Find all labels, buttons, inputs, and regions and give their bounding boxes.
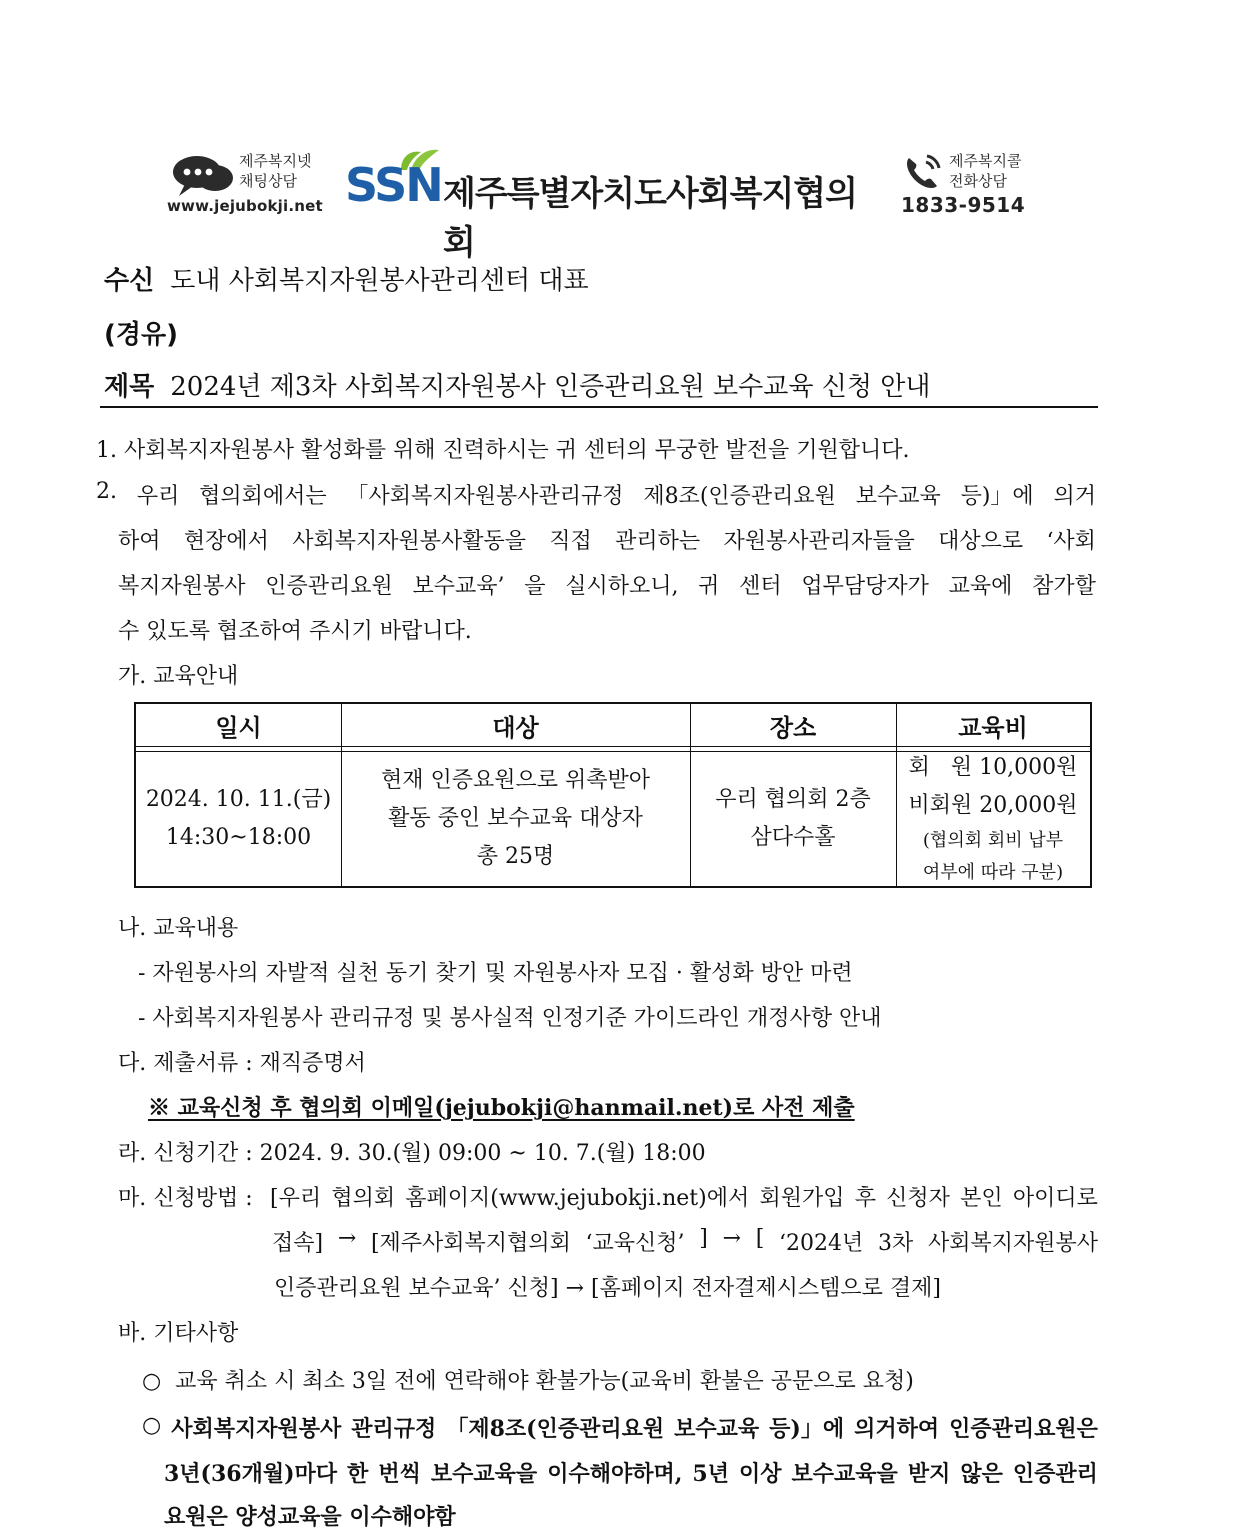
word: 「제8조(인증관리요원	[446, 1416, 665, 1442]
word: 회원가입	[759, 1186, 845, 1211]
table-cell-fee	[896, 752, 1090, 886]
word: 보수교육’	[412, 574, 505, 599]
table-cell-place	[690, 752, 896, 886]
word: 의거	[1053, 484, 1096, 509]
word: 자원봉사관리자들을	[723, 529, 915, 554]
via-label: (경유)	[104, 320, 178, 350]
content-item-1: - 자원봉사의 자발적 실천 동기 찾기 및 자원봉사자 모집 · 활성화 방안 마련	[138, 961, 853, 986]
word: 교육에	[948, 574, 1013, 599]
word: →	[337, 1226, 357, 1251]
word: 등)」에	[769, 1416, 845, 1442]
section-ga-heading: 가. 교육안내	[118, 664, 239, 689]
call-label-line2: 전화상담	[949, 172, 1007, 190]
word: 을	[524, 574, 546, 599]
word: [	[755, 1226, 765, 1251]
brand-logo-text: SSN	[345, 158, 442, 212]
word: 실시하오니,	[565, 574, 679, 599]
call-consult-block	[897, 148, 1047, 218]
table-header-date: 일시	[215, 713, 262, 742]
section-ra-application-period: 라. 신청기간 : 2024. 9. 30.(월) 09:00 ~ 10. 7.(월) 18:00	[118, 1141, 706, 1166]
recipient-value: 도내 사회복지자원봉사관리센터 대표	[170, 266, 589, 296]
word: ○	[142, 1412, 162, 1438]
word: 보수교육을	[791, 1461, 898, 1487]
refund-notice: ○ 교육 취소 시 최소 3일 전에 연락해야 환불가능(교육비 환불은 공문으로 요청)	[142, 1369, 914, 1394]
word: 보수교육	[674, 1416, 760, 1442]
email-submission-note: ※ 교육신청 후 협의회 이메일(jejubokji@hanmail.net)로 사전 제출	[148, 1095, 855, 1121]
word: ‘사회	[1046, 529, 1096, 554]
section-ma-label: 마. 신청방법 :	[118, 1186, 253, 1211]
retraining-rule-line-1	[142, 1412, 1098, 1443]
phone-icon	[901, 152, 943, 194]
word: ‘2024년	[779, 1231, 864, 1256]
word: 이수해야하며,	[547, 1461, 683, 1487]
chat-label-line2: 채팅상담	[239, 172, 297, 190]
word: 업무담당자가	[801, 574, 929, 599]
word: 의거하여	[854, 1416, 940, 1442]
word: 보수교육을	[430, 1461, 538, 1487]
cell-line: 우리 협의회 2층	[715, 787, 871, 812]
word: 아이디로	[1012, 1186, 1098, 1211]
paragraph-2-line-1	[96, 479, 1096, 510]
word: 귀	[698, 574, 720, 599]
word: [우리	[270, 1186, 322, 1211]
word: 인증관리요원은	[949, 1416, 1098, 1442]
word: 않은	[960, 1461, 1003, 1487]
cell-line: 총 25명	[476, 844, 555, 869]
subject-value: 2024년 제3차 사회복지자원봉사 인증관리요원 보수교육 신청 안내	[170, 372, 931, 402]
organization-name: 제주특별자치도사회복지협의회	[443, 174, 857, 263]
section-ba-heading: 바. 기타사항	[118, 1321, 239, 1346]
application-method-line-1	[270, 1181, 1098, 1212]
paragraph-2-line-4: 수 있도록 협조하여 주시기 바랍니다.	[118, 619, 472, 644]
word: 사회복지자원봉사	[171, 1416, 342, 1442]
via-field	[104, 314, 194, 351]
word: 2.	[96, 479, 117, 504]
word: [제주사회복지협의회	[370, 1231, 571, 1256]
word: 인증관리요원	[265, 574, 393, 599]
paragraph-2-line-3	[118, 569, 1096, 600]
table-cell-target	[341, 752, 690, 886]
word: 후	[854, 1186, 876, 1211]
chat-label-line1: 제주복지넷	[239, 152, 312, 170]
word: →	[722, 1226, 742, 1251]
section-na-heading: 나. 교육내용	[118, 916, 239, 941]
education-info-table	[134, 702, 1092, 888]
cell-note-line: 여부에 따라 구분)	[922, 862, 1064, 883]
cell-line: 회 원 10,000원	[908, 755, 1078, 780]
table-cell-date	[136, 752, 341, 886]
word: 이상	[738, 1461, 782, 1487]
chat-bubble-icon	[171, 154, 235, 198]
header-divider	[100, 406, 1098, 408]
word: 직접	[549, 529, 592, 554]
word: 협의회	[331, 1186, 396, 1211]
subject-label: 제목	[104, 372, 155, 402]
table-header-place: 장소	[769, 713, 817, 742]
word: 「사회복지자원봉사관리규정	[346, 484, 624, 509]
word: ‘교육신청’	[585, 1231, 685, 1256]
word: 3년(36개월)마다	[164, 1461, 338, 1487]
word: 번씩	[378, 1461, 421, 1487]
word: 우리	[136, 484, 180, 509]
word: 참가할	[1032, 574, 1096, 599]
word: 사회복지자원봉사활동을	[292, 529, 526, 554]
word: 인증관리	[1012, 1461, 1098, 1487]
word: 하여	[118, 529, 161, 554]
cell-line: 현재 인증요원으로 위촉받아	[380, 768, 650, 793]
cell-line: 14:30~18:00	[165, 825, 312, 850]
organization-logo	[345, 148, 885, 263]
word: 제8조(인증관리요원	[643, 484, 836, 509]
retraining-rule-line-2	[164, 1457, 1098, 1488]
word: 센터	[739, 574, 782, 599]
paragraph-1: 1. 사회복지자원봉사 활성화를 위해 진력하시는 귀 센터의 무궁한 발전을 기원합니다.	[96, 438, 910, 463]
word: 관리하는	[615, 529, 701, 554]
word: 사회복지자원봉사	[927, 1231, 1098, 1256]
call-label-line1: 제주복지콜	[949, 152, 1022, 170]
word: 보수교육	[855, 484, 941, 509]
content-item-2: - 사회복지자원봉사 관리규정 및 봉사실적 인정기준 가이드라인 개정사항 안내	[138, 1006, 882, 1031]
cell-line: 활동 중인 보수교육 대상자	[388, 806, 643, 831]
table-header-target: 대상	[492, 713, 539, 742]
word: 현장에서	[183, 529, 269, 554]
word: 대상으로	[938, 529, 1024, 554]
recipient-field	[104, 260, 589, 297]
word: 받지	[907, 1461, 951, 1487]
cell-line: 2024. 10. 11.(금)	[145, 787, 332, 812]
section-da-heading: 다. 제출서류 : 재직증명서	[118, 1051, 366, 1076]
word: 접속]	[272, 1231, 324, 1256]
paragraph-2-line-2	[118, 524, 1096, 555]
word: ]	[699, 1226, 708, 1251]
word: 관리규정	[351, 1416, 437, 1442]
word: 5년	[692, 1461, 729, 1487]
application-method-line-2	[272, 1226, 1098, 1257]
website-url: www.jejubokji.net	[167, 197, 323, 215]
table-header-fee: 교육비	[958, 713, 1028, 742]
letterhead	[165, 148, 1045, 263]
subject-field	[104, 366, 930, 403]
word: 신청자	[886, 1186, 950, 1211]
cell-line: 삼다수홀	[750, 825, 836, 850]
word: 본인	[960, 1186, 1003, 1211]
word: 한	[347, 1461, 369, 1487]
application-method-line-3: 인증관리요원 보수교육’ 신청] → [홈페이지 전자결제시스템으로 결제]	[274, 1276, 941, 1301]
word: 3차	[878, 1231, 914, 1256]
cell-note-line: (협의회 회비 납부	[922, 830, 1064, 851]
retraining-rule-line-3: 요원은 양성교육을 이수해야함	[164, 1504, 456, 1530]
word: 홈페이지(www.jejubokji.net)에서	[405, 1186, 750, 1211]
recipient-label: 수신	[104, 266, 155, 296]
word: 협의회에서는	[199, 484, 327, 509]
word: 등)」에	[960, 484, 1034, 509]
word: 복지자원봉사	[118, 574, 246, 599]
cell-line: 비회원 20,000원	[908, 793, 1078, 818]
call-number: 1833-9514	[901, 193, 1026, 217]
chat-consult-block	[165, 148, 330, 218]
